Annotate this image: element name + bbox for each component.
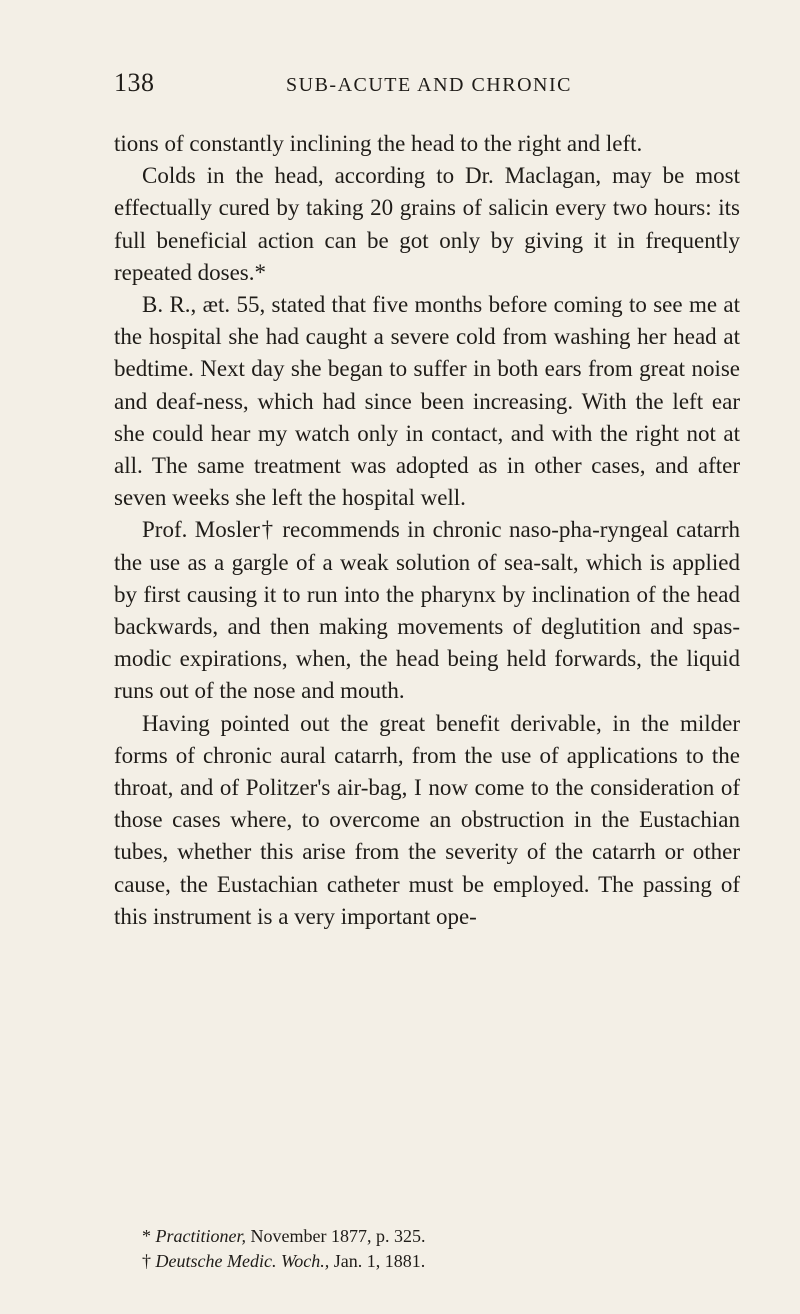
footnote-source: Practitioner, — [155, 1226, 246, 1246]
footnote-source: Deutsche Medic. Woch., — [155, 1251, 330, 1271]
footnote — [114, 1224, 740, 1249]
paragraph-eustachian: Having pointed out the great benefit derivable, in the milder forms of chronic aural catarrh, from the use of applications to the throat, and of Politzer's air-bag, I now come to the consideration of those cases where, to overcome an obstruction in the Eustachian tubes, whether this arise from the severity of the catarrh or other cause, the Eustachian catheter must be employed. The passing of this instrument is a very important ope- — [114, 710, 740, 929]
paragraph-colds: Colds in the head, according to Dr. Maclagan, may be most effectually cured by taking 20 grains of salicin every two hours: its full beneficial action can be got only by giving it in frequently repeated doses.* — [114, 163, 740, 285]
footnote — [114, 1249, 740, 1274]
footnote-detail: November 1877, p. 325. — [246, 1226, 426, 1246]
page-number: 138 — [114, 68, 155, 97]
body-text — [114, 128, 740, 933]
paragraph-mosler: Prof. Mosler† recommends in chronic naso-pha-ryngeal catarrh the use as a gargle of a weak solution of sea-salt, which is applied by first causing it to run into the pharynx by inclination of the head backwards, and then making movements of deglutition and spas-modic expirations, when, the head being held forwards, the liquid runs out of the nose and mouth. — [114, 517, 740, 704]
footnote-mark: * — [142, 1226, 151, 1246]
running-head: SUB-ACUTE AND CHRONIC — [286, 74, 572, 96]
footnote-detail: Jan. 1, 1881. — [329, 1251, 426, 1271]
paragraph-continuation: tions of constantly inclining the head to the right and left. — [114, 131, 643, 156]
footnote-mark: † — [142, 1251, 151, 1271]
paragraph-case-report: B. R., æt. 55, stated that five months before coming to see me at the hospital she had caught a severe cold from washing her head at bedtime. Next day she began to suffer in both ears from great noise and deaf-ness, which had since been increasing. With the left ear she could hear my watch only in contact, and with the right not at all. The same treatment was adopted as in other cases, and after seven weeks she left the hospital well. — [114, 292, 740, 511]
footnotes — [114, 1224, 740, 1274]
page-header — [114, 68, 740, 104]
